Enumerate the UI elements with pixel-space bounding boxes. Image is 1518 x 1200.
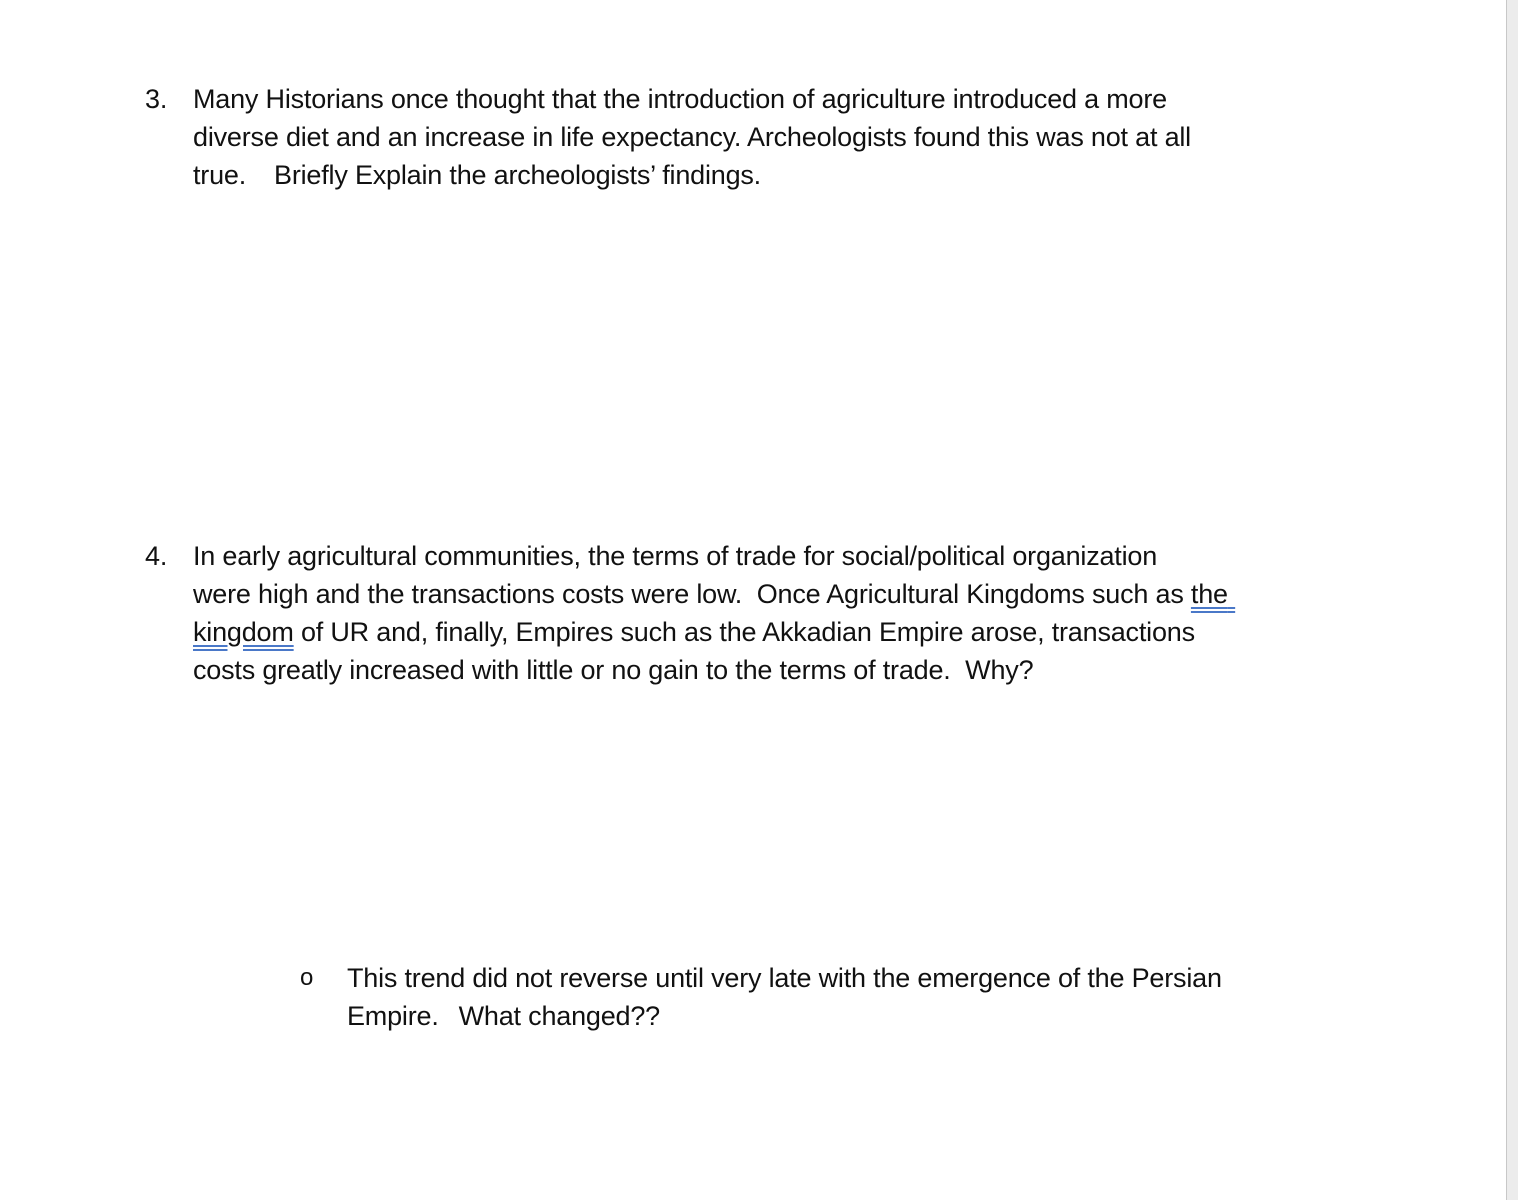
sub-question-line [347,997,1347,1035]
question-prompt: Briefly Explain the archeologists’ findings. [274,160,761,190]
question-number: 4. [145,541,168,571]
question-line [193,156,1323,194]
question-line-part: of UR and, finally, Empires such as the Akkadian Empire arose, transactions [293,617,1195,647]
question-line: Many Historians once thought that the introduction of agriculture introduced a more [193,84,1167,114]
sub-question-line-start: Empire. [347,1001,439,1031]
sub-question-line: This trend did not reverse until very late with the emergence of the Persian [347,963,1222,993]
question-text [193,80,1323,194]
sub-question-text [347,959,1347,1035]
question-line: diverse diet and an increase in life expectancy. Archeologists found this was not at all [193,122,1191,152]
sub-question-prompt: What changed?? [458,1001,660,1031]
question-line: In early agricultural communities, the terms of trade for social/political organization [193,541,1158,571]
grammar-underlined-text[interactable]: kingdom [193,617,294,647]
question-line: costs greatly increased with little or no gain to the terms of trade. Why? [193,655,1034,685]
question-line [193,575,1323,613]
question-number: 3. [145,84,168,114]
bullet-circle: o [300,964,314,991]
question-line [193,613,1323,651]
scrollbar-track[interactable] [1506,0,1518,1200]
question-line-start: true. [193,160,247,190]
grammar-underlined-text[interactable]: the [1190,579,1228,609]
question-text [193,537,1323,689]
question-line-part: were high and the transactions costs were low. Once Agricultural Kingdoms such as [193,579,1191,609]
